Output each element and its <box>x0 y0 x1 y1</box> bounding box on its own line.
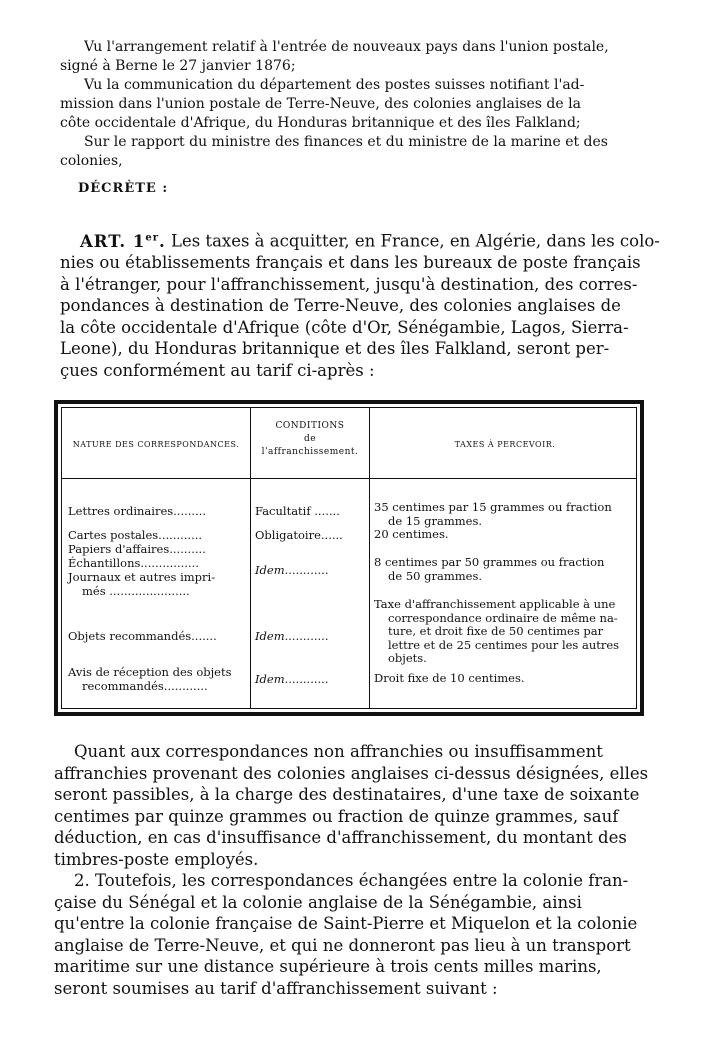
preamble-paragraph-3 <box>60 133 644 171</box>
text-line: seront passibles, à la charge des destinataires, d'une taxe de soixante <box>54 785 640 804</box>
text-line: la côte occidentale d'Afrique (côte d'Or, Sénégambie, Lagos, Sierra- <box>60 317 629 337</box>
text-line: seront soumises au tarif d'affranchissement suivant : <box>54 978 498 998</box>
text-line: côte occidentale d'Afrique, du Honduras britannique et des îles Falkland; <box>60 115 581 131</box>
text-line: maritime sur une distance supérieure à trois cents milles marins, <box>54 957 602 976</box>
header-taxes: TAXES À PERCEVOIR. <box>454 440 556 449</box>
text-line: centimes par quinze grammes ou fraction de quinze grammes, sauf <box>54 806 619 826</box>
text-line: colonies, <box>60 153 123 169</box>
text-line: timbres-poste employés. <box>54 849 259 869</box>
tax-recommandes <box>374 598 640 666</box>
tax-lettres <box>374 501 640 528</box>
text-line: nies ou établissements français et dans les bureaux de poste français <box>60 253 641 272</box>
text-line: déduction, en cas d'insuffisance d'affranchissement, du montant des <box>54 828 627 847</box>
paragraph-non-affranchies <box>54 741 649 870</box>
text-line: Leone), du Honduras britannique et des îles Falkland, seront per- <box>60 339 610 358</box>
tax-avis: Droit fixe de 10 centimes. <box>374 671 525 685</box>
text-line: Vu la communication du département des postes suisses notifiant l'ad- <box>84 77 585 93</box>
header-divider <box>62 478 636 479</box>
condition-obligatoire: Obligatoire...... <box>255 528 343 542</box>
text-line: çues conformément au tarif ci-après : <box>60 360 375 380</box>
nature-papiers: Papiers d'affaires.......... <box>68 542 206 556</box>
nature-lettres: Lettres ordinaires......... <box>68 504 207 518</box>
preamble-paragraph-1 <box>60 38 644 76</box>
article-2 <box>54 870 646 999</box>
tax-line: 8 centimes par 50 grammes ou fraction <box>374 555 605 569</box>
nature-recommandes: Objets recommandés....... <box>68 629 217 643</box>
text-line: signé à Berne le 27 janvier 1876; <box>60 58 296 74</box>
condition-idem: Idem............ <box>255 563 329 577</box>
text-line: à l'étranger, pour l'affranchissement, jusqu'à destination, des corres- <box>60 274 638 294</box>
text-line: mission dans l'union postale de Terre-Neuve, des colonies anglaises de la <box>60 96 581 112</box>
text-line: çaise du Sénégal et la colonie anglaise de la Sénégambie, ainsi <box>54 892 582 912</box>
condition-idem: Idem............ <box>255 672 329 686</box>
text-line: qu'entre la colonie française de Saint-Pierre et Miquelon et la colonie <box>54 914 638 933</box>
condition-idem: Idem............ <box>255 629 329 643</box>
text-line: Quant aux correspondances non affranchies ou insuffisamment <box>74 742 603 761</box>
header-nature: NATURE DES CORRESPONDANCES. <box>72 440 240 449</box>
tax-line: de 15 grammes. <box>388 513 482 528</box>
header-conditions-line: l'affranchissement. <box>261 447 359 457</box>
tariff-table-inner <box>61 407 637 709</box>
nature-cartes: Cartes postales............ <box>68 528 203 542</box>
header-conditions-line: CONDITIONS <box>275 421 345 431</box>
header-conditions-line: de <box>303 434 317 444</box>
tax-line: objets. <box>388 651 427 665</box>
preamble-paragraph-2 <box>60 76 644 133</box>
tax-line: ture, et droit fixe de 50 centimes par <box>388 624 604 638</box>
tax-line: lettre et de 25 centimes pour les autres <box>388 637 620 652</box>
text-line: pondances à destination de Terre-Neuve, des colonies anglaises de <box>60 296 621 315</box>
nature-journaux: Journaux et autres impri- <box>68 570 216 584</box>
text-line: 2. Toutefois, les correspondances échangées entre la colonie fran- <box>74 871 629 890</box>
article-label: ART. 1er. <box>80 231 166 251</box>
tax-cartes: 20 centimes. <box>374 527 449 541</box>
tariff-table <box>54 400 644 716</box>
condition-facultatif: Facultatif ....... <box>255 504 340 518</box>
text-line: Sur le rapport du ministre des finances et du ministre de la marine et des <box>84 134 608 150</box>
tax-imprimes <box>374 556 640 583</box>
nature-avis-cont: recommandés............ <box>82 679 208 693</box>
nature-journaux-cont: més ...................... <box>82 584 190 598</box>
nature-avis: Avis de réception des objets <box>68 665 232 679</box>
tax-line: 35 centimes par 15 grammes ou fraction <box>374 500 612 514</box>
column-divider <box>369 408 370 708</box>
tax-line: de 50 grammes. <box>388 568 482 583</box>
decree-heading: DÉCRÈTE : <box>78 181 169 196</box>
nature-echantillons: Échantillons................ <box>68 556 199 570</box>
tax-line: correspondance ordinaire de même na- <box>388 610 618 625</box>
text-line: affranchies provenant des colonies anglaises ci-dessus désignées, elles <box>54 763 649 783</box>
header-conditions <box>251 420 369 459</box>
article-1 <box>60 227 660 381</box>
article-first-line <box>60 227 660 252</box>
tax-line: Taxe d'affranchissement applicable à une <box>374 597 616 611</box>
text-line: anglaise de Terre-Neuve, et qui ne donneront pas lieu à un transport <box>54 935 631 955</box>
text-line: Les taxes à acquitter, en France, en Algérie, dans les colo- <box>171 231 660 251</box>
text-line: Vu l'arrangement relatif à l'entrée de nouveaux pays dans l'union postale, <box>84 39 609 55</box>
